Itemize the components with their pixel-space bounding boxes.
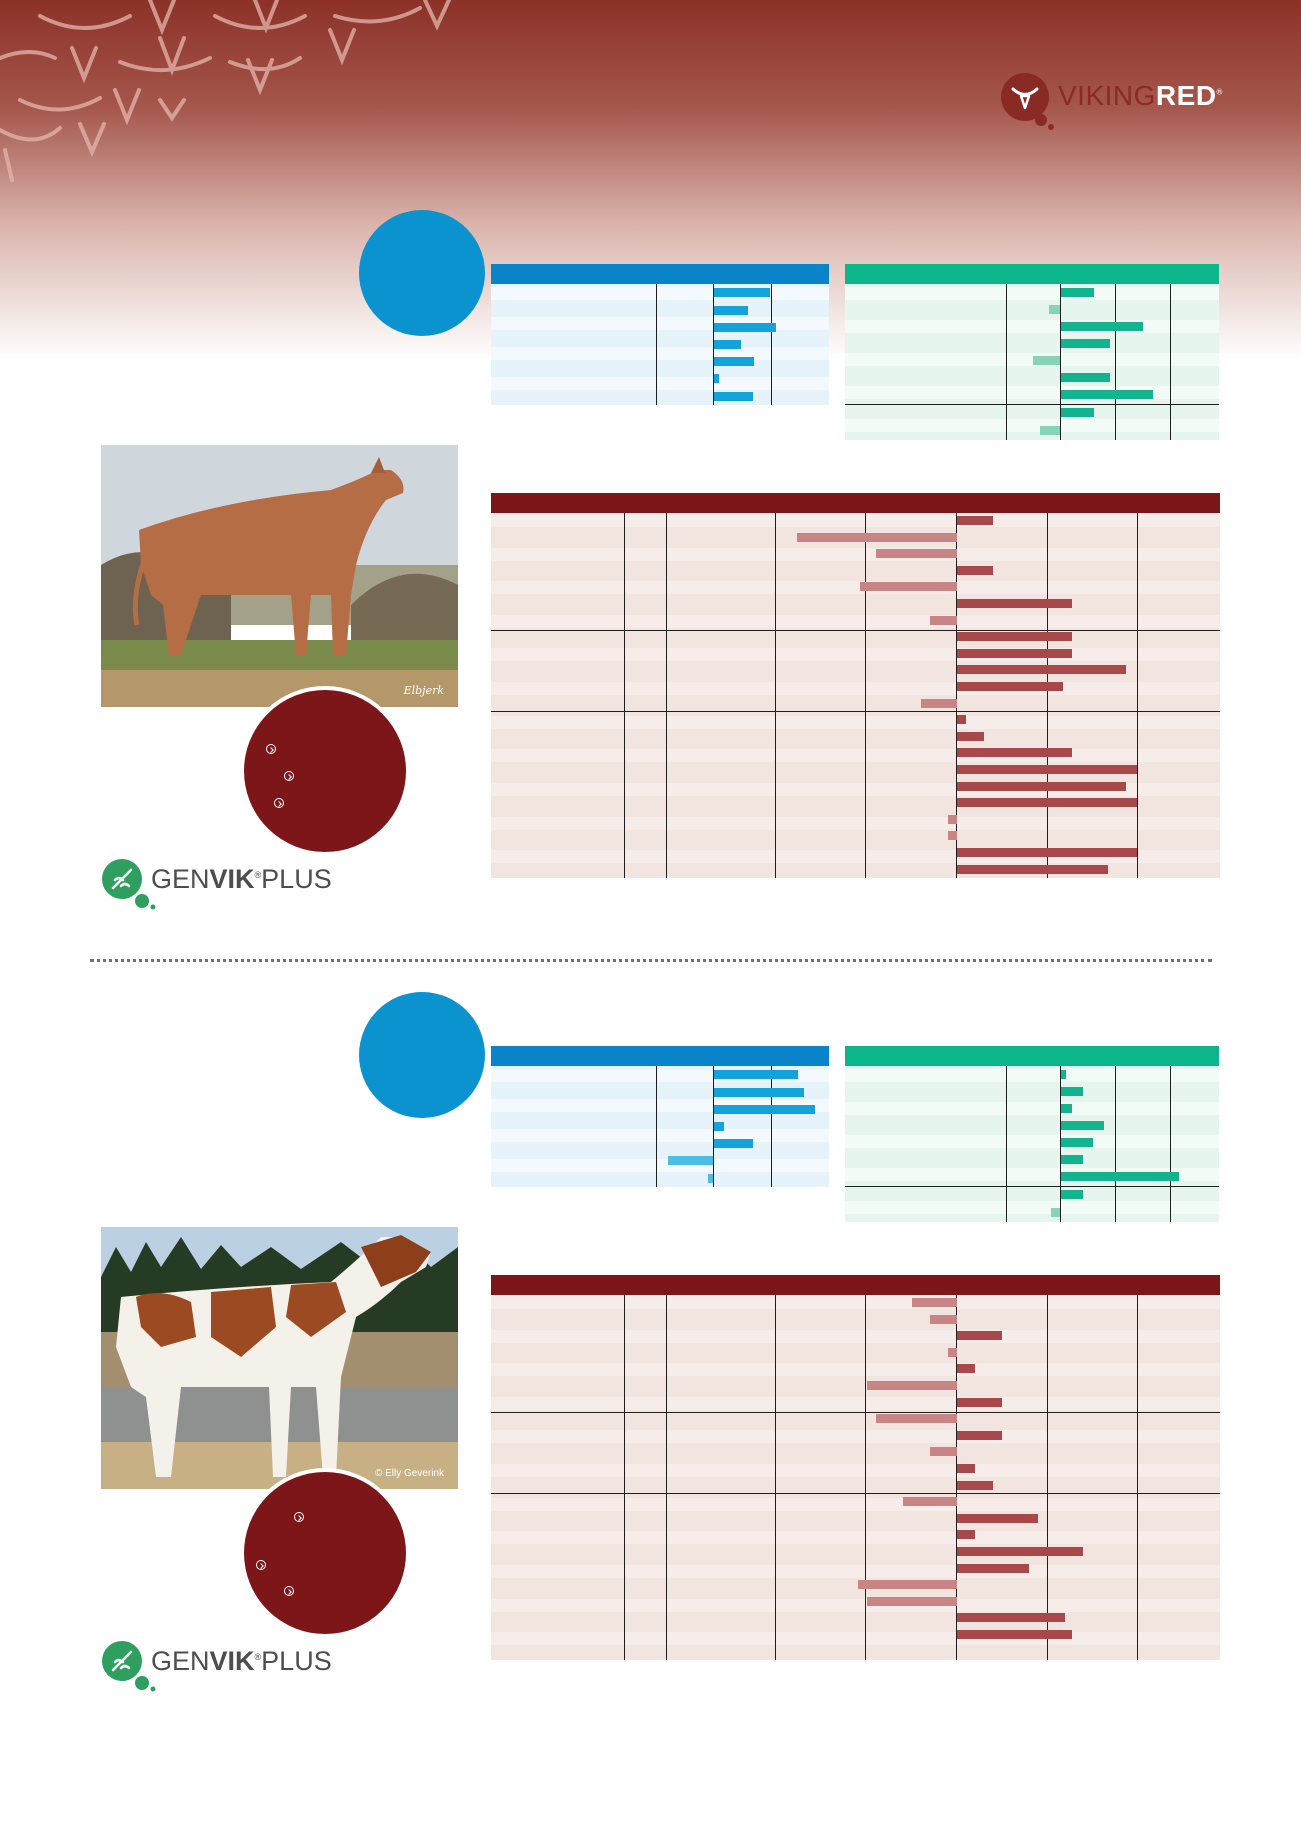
conformation-bar	[912, 1298, 957, 1307]
bull-photo	[101, 445, 458, 707]
genvikplus-logo	[101, 1640, 341, 1692]
conformation-bar	[957, 1331, 1002, 1340]
section-divider	[90, 959, 1212, 962]
red-white-cow-image	[101, 1227, 458, 1489]
genvik-gen-text: GEN	[151, 1646, 210, 1676]
conformation-bar	[957, 1630, 1072, 1639]
production-bar	[714, 1070, 798, 1079]
health-bar	[1040, 426, 1060, 435]
brown-cow-image	[101, 445, 458, 707]
production-bar	[714, 1105, 815, 1114]
conformation-bar	[948, 1348, 957, 1357]
arrow-bullet-icon	[256, 1560, 266, 1570]
health-bar	[1061, 1087, 1083, 1096]
arrow-bullet-icon	[284, 771, 294, 781]
health-table-header	[845, 264, 1219, 284]
health-bar	[1061, 1121, 1104, 1130]
logo-viking-text: VIKING	[1058, 80, 1156, 111]
registered-mark: ®	[1216, 87, 1223, 97]
health-bar	[1061, 339, 1110, 348]
production-bar	[714, 323, 776, 332]
production-bar	[708, 1174, 713, 1183]
conformation-bar	[903, 1497, 957, 1506]
production-bar	[714, 374, 719, 383]
conformation-bar	[957, 1481, 993, 1490]
photo-credit: Elbjerk	[403, 684, 444, 697]
conformation-bar	[957, 765, 1137, 774]
health-bar	[1061, 408, 1094, 417]
arrow-bullet-icon	[266, 744, 276, 754]
conformation-bar	[797, 533, 957, 542]
horn-pattern-decoration	[0, 0, 470, 200]
health-bar	[1061, 1070, 1066, 1079]
production-table-header	[491, 264, 829, 284]
health-bar	[1061, 1155, 1083, 1164]
health-bar	[1061, 1172, 1179, 1181]
conformation-bar	[957, 782, 1126, 791]
genvikplus-wordmark	[151, 864, 332, 895]
health-bar	[1061, 288, 1094, 297]
conformation-bar	[957, 715, 966, 724]
health-bar	[1033, 356, 1060, 365]
genvik-gen-text: GEN	[151, 864, 210, 894]
production-bar	[714, 1139, 753, 1148]
arrow-bullet-icon	[294, 1512, 304, 1522]
conformation-bar	[957, 665, 1126, 674]
highlights-circle	[240, 1468, 410, 1638]
production-table	[491, 1066, 829, 1187]
conformation-bar	[957, 1364, 975, 1373]
health-bar	[1061, 373, 1110, 382]
arrow-bullet-icon	[284, 1586, 294, 1596]
conformation-bar	[957, 1564, 1029, 1573]
health-table	[845, 284, 1219, 440]
logo-red-text: RED	[1155, 80, 1217, 111]
highlights-circle	[240, 686, 410, 856]
conformation-bar	[867, 1381, 957, 1390]
production-bar	[714, 306, 748, 315]
health-bar	[1061, 1138, 1093, 1147]
genvik-plus-text: PLUS	[261, 1646, 332, 1676]
bull-photo	[101, 1227, 458, 1489]
index-circle	[359, 992, 485, 1118]
conformation-bar	[957, 1514, 1038, 1523]
health-bar	[1061, 322, 1143, 331]
conformation-bar	[957, 798, 1137, 807]
conformation-bar	[957, 1530, 975, 1539]
genvikplus-wordmark	[151, 1646, 332, 1677]
conformation-bar	[948, 815, 957, 824]
health-bar	[1061, 1104, 1072, 1113]
production-bar	[714, 340, 741, 349]
production-bar	[714, 392, 753, 401]
conformation-bar	[957, 649, 1072, 658]
genvik-plus-text: PLUS	[261, 864, 332, 894]
conformation-bar	[876, 1414, 957, 1423]
health-table-header	[845, 1046, 1219, 1066]
vikingred-logo	[1000, 72, 1230, 134]
conformation-bar	[858, 1580, 957, 1589]
health-table	[845, 1066, 1219, 1222]
production-bar	[714, 288, 770, 297]
conformation-bar	[957, 1398, 1002, 1407]
conformation-bar	[957, 516, 993, 525]
genvik-vik-text: VIK	[209, 864, 255, 894]
production-table	[491, 284, 829, 405]
production-table-header	[491, 1046, 829, 1066]
genvik-registered-mark: ®	[254, 1652, 262, 1662]
conformation-bar	[921, 699, 957, 708]
conformation-bar	[957, 599, 1072, 608]
conformation-bar	[957, 732, 984, 741]
conformation-table-header	[491, 493, 1220, 513]
arrow-bullet-icon	[274, 798, 284, 808]
index-circle	[359, 210, 485, 336]
conformation-bar	[867, 1597, 957, 1606]
conformation-bar	[930, 1447, 957, 1456]
conformation-table	[491, 1295, 1220, 1660]
photo-credit: © Elly Geverink	[374, 1468, 444, 1479]
conformation-bar	[957, 632, 1072, 641]
genvik-vik-text: VIK	[209, 1646, 255, 1676]
conformation-bar	[957, 748, 1072, 757]
conformation-bar	[876, 549, 957, 558]
conformation-bar	[957, 1613, 1065, 1622]
health-bar	[1051, 1208, 1060, 1217]
health-bar	[1061, 1190, 1083, 1199]
conformation-bar	[957, 865, 1108, 874]
production-bar	[668, 1156, 713, 1165]
production-bar	[714, 1088, 804, 1097]
conformation-bar	[957, 1464, 975, 1473]
health-bar	[1061, 390, 1153, 399]
conformation-bar	[957, 682, 1063, 691]
production-bar	[714, 1122, 724, 1131]
conformation-table-header	[491, 1275, 1220, 1295]
conformation-bar	[860, 582, 957, 591]
conformation-bar	[948, 831, 957, 840]
logo-wordmark	[1058, 80, 1223, 112]
production-bar	[714, 357, 754, 366]
conformation-table	[491, 513, 1220, 878]
conformation-bar	[930, 616, 957, 625]
health-bar	[1049, 305, 1060, 314]
conformation-bar	[957, 1431, 1002, 1440]
genvik-registered-mark: ®	[254, 870, 262, 880]
genvikplus-logo	[101, 858, 341, 910]
conformation-bar	[957, 848, 1137, 857]
conformation-bar	[957, 1547, 1083, 1556]
conformation-bar	[930, 1315, 957, 1324]
conformation-bar	[957, 566, 993, 575]
